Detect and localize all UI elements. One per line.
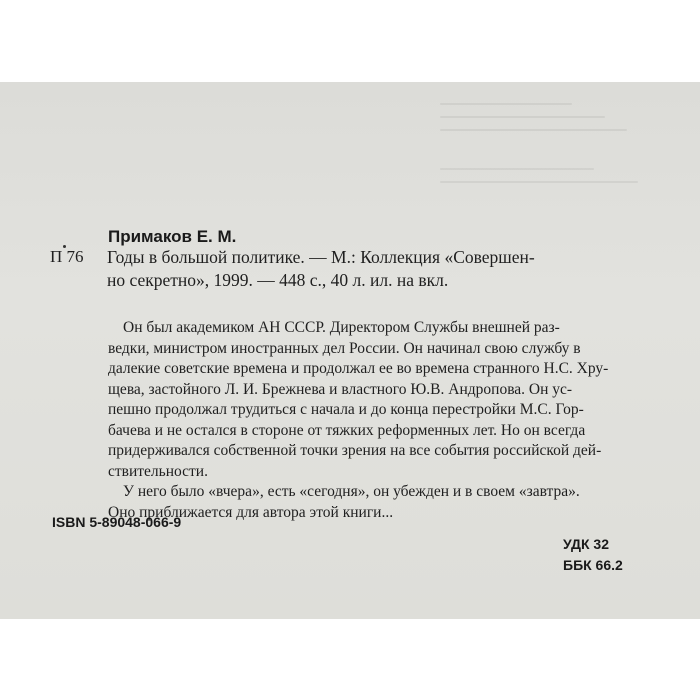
book-page: [0, 82, 700, 619]
annotation-line: У него было «вчера», есть «сегодня», он убежден и в своем «завтра».: [123, 483, 580, 500]
bbk-index: ББК 66.2: [563, 557, 623, 573]
annotation-line: Оно приближается для автора этой книги...: [108, 503, 394, 521]
annotation-line: щева, застойного Л. И. Брежнева и властного Ю.В. Андропова. Он ус-: [108, 380, 573, 398]
annotation-line: пешно продолжал трудиться с начала и до конца перестройки М.С. Гор-: [108, 401, 584, 418]
annotation-line: ведки, министром иностранных дел России. Он начинал свою службу в: [108, 339, 581, 357]
bibliographic-description: [107, 246, 537, 292]
bleed-through-text: [440, 92, 660, 262]
description-line: Годы в большой политике. — М.: Коллекция «Совершен-: [107, 247, 535, 267]
description-line: но секретно», 1999. — 448 с., 40 л. ил. на вкл.: [107, 270, 449, 290]
annotation-line: придерживался собственной точки зрения на все события российской дей-: [108, 442, 602, 459]
classification-code: П 76: [50, 247, 84, 266]
annotation-line: бачева и не остался в стороне от тяжких реформенных лет. Но он всегда: [108, 421, 586, 439]
udk-index: УДК 32: [563, 536, 609, 552]
annotation-line: Он был академиком АН СССР. Директором Службы внешней раз-: [123, 319, 560, 336]
annotation-line: ствительности.: [108, 462, 208, 480]
annotation: [108, 318, 648, 523]
annotation-line: далекие советские времена и продолжал ее во времена странного Н.С. Хру-: [108, 360, 609, 377]
isbn: ISBN 5-89048-066-9: [52, 514, 182, 530]
author-heading: Примаков Е. М.: [108, 227, 237, 246]
